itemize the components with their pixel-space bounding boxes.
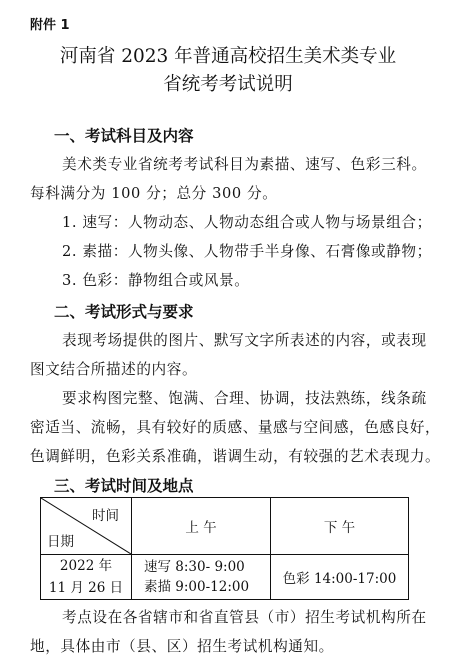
exam-date-cell xyxy=(41,555,132,600)
header-afternoon: 下 午 xyxy=(271,498,409,555)
section-1-intro-2: 每科满分为 100 分；总分 300 分。 xyxy=(30,185,278,202)
venue-note-line-1: 考点设在各省辖市和省直管县（市）招生考试机构所在 xyxy=(62,609,427,626)
section-2-para-2-line-1: 要求构图完整、饱满、合理、协调，技法熟练，线条疏 xyxy=(62,390,427,407)
section-2-heading: 二、考试形式与要求 xyxy=(54,303,194,321)
exam-date-year: 2022 年 xyxy=(59,558,113,574)
section-2-para-2-line-3: 色调鲜明，色彩关系准确，谐调生动，有较强的艺术表现力。 xyxy=(30,448,441,465)
corner-label-date: 日期 xyxy=(47,534,74,550)
table-corner-cell xyxy=(41,498,132,555)
venue-note-line-2: 地，具体由市（县、区）招生考试机构通知。 xyxy=(30,638,334,655)
section-1-intro-1: 美术类专业省统考考试科目为素描、速写、色彩三科。 xyxy=(62,156,427,173)
subject-item-sketch: 1. 速写：人物动态、人物动态组合或人物与场景组合； xyxy=(62,214,432,231)
exam-schedule-table xyxy=(40,497,409,600)
section-2-para-1-line-2: 图文结合所描述的内容。 xyxy=(30,361,198,378)
afternoon-session-cell: 色彩 14:00-17:00 xyxy=(271,555,409,600)
doc-title-line-1: 河南省 2023 年普通高校招生美术类专业 xyxy=(59,46,397,67)
doc-title-line-2: 省统考考试说明 xyxy=(163,74,293,95)
section-1-heading: 一、考试科目及内容 xyxy=(54,127,194,145)
exam-date-day: 11 月 26 日 xyxy=(48,580,124,596)
table-header-row xyxy=(41,498,409,555)
section-2-para-2-line-2: 密适当、流畅，具有较好的质感、量感与空间感，色感良好， xyxy=(30,419,441,436)
section-2-para-1-line-1: 表现考场提供的图片、默写文字所表述的内容，或表现 xyxy=(62,332,427,349)
annex-label: 附件 1 xyxy=(30,18,70,33)
corner-label-time: 时间 xyxy=(92,508,119,524)
section-3-heading: 三、考试时间及地点 xyxy=(54,477,194,495)
subject-item-color: 3. 色彩：静物组合或风景。 xyxy=(62,272,250,289)
subject-item-drawing: 2. 素描：人物头像、人物带手半身像、石膏像或静物； xyxy=(62,243,432,260)
morning-session-drawing: 素描 9:00-12:00 xyxy=(144,579,250,595)
morning-sessions-cell xyxy=(132,555,271,600)
morning-session-sketch: 速写 8:30- 9:00 xyxy=(144,559,245,575)
table-row xyxy=(41,555,409,600)
header-morning: 上 午 xyxy=(132,498,271,555)
